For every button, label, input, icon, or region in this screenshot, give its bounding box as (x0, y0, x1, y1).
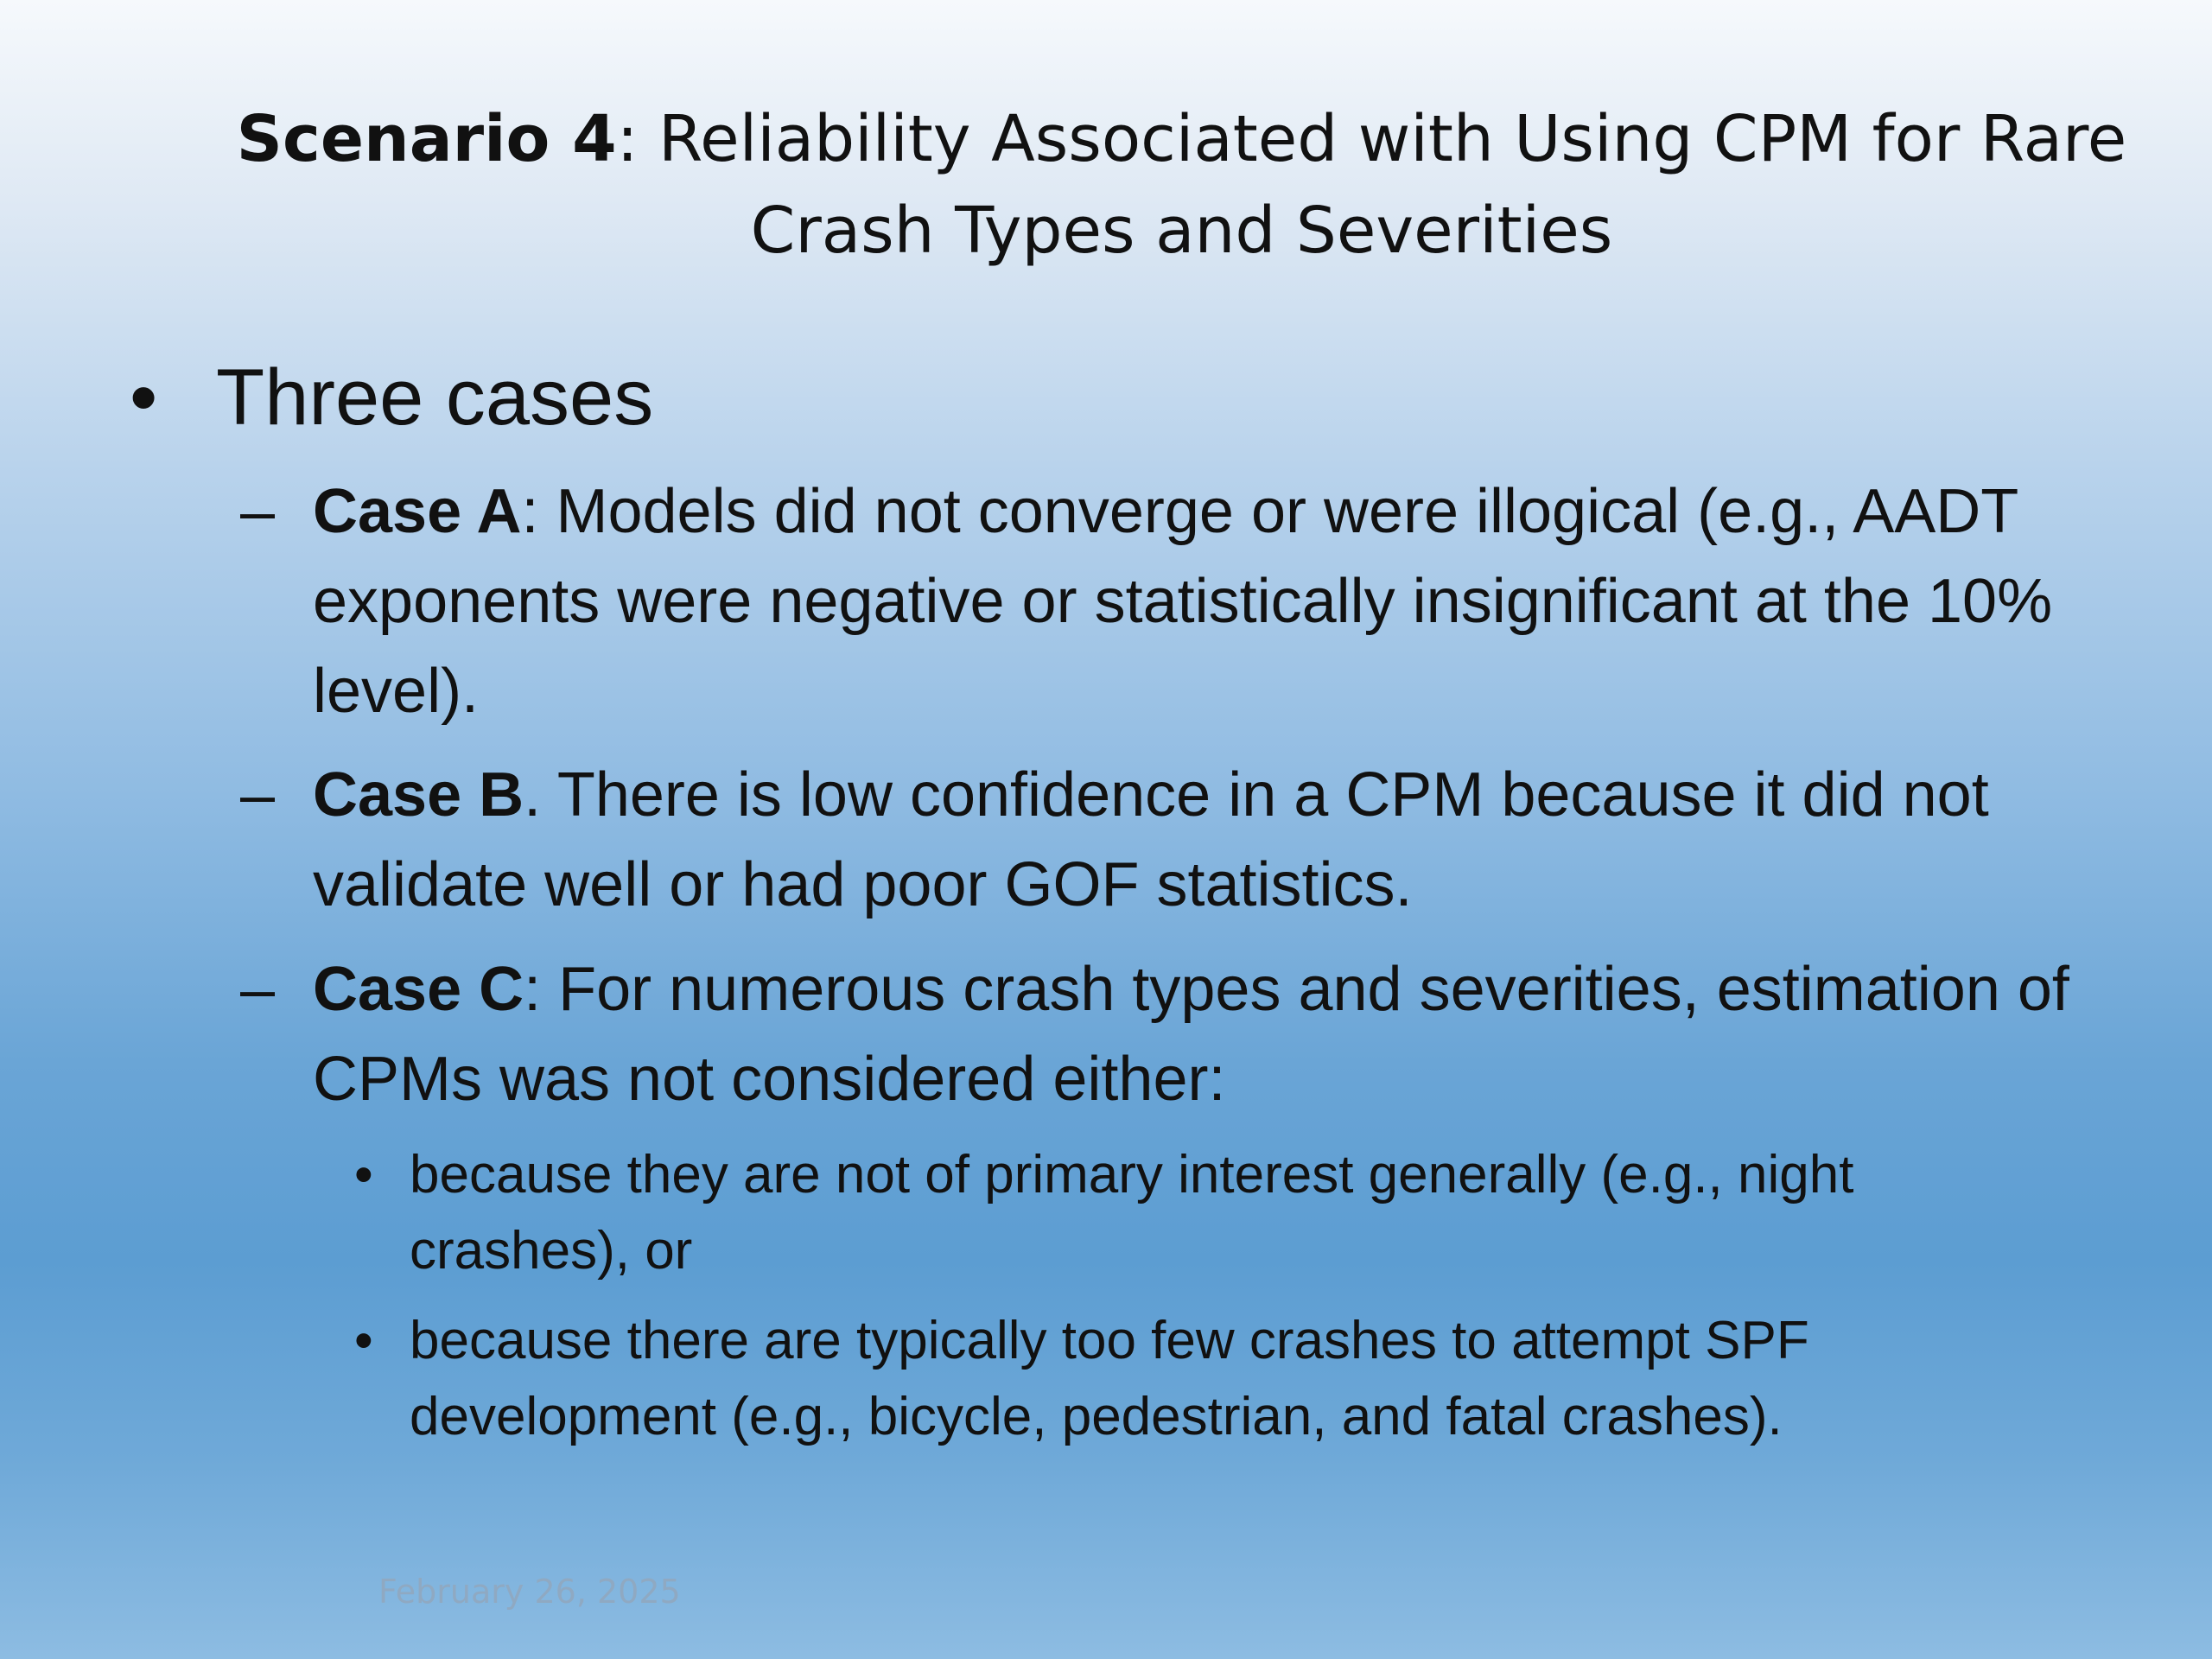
case-b-description: . There is low confidence in a CPM because it did not validate well or had poor GOF statistics. (313, 760, 1989, 919)
bullet-dot-icon: • (130, 353, 158, 442)
bullet-text: Three cases (216, 353, 654, 442)
case-c-description: : For numerous crash types and severities, estimation of CPMs was not considered either: (313, 955, 2069, 1114)
case-a-label: Case A (313, 477, 522, 546)
case-b-item (240, 750, 2089, 930)
dash-icon: – (240, 955, 276, 1024)
case-c-item (240, 944, 2089, 1124)
case-c-label: Case C (313, 955, 524, 1024)
case-c-sub-text: because there are typically too few crashes to attempt SPF development (e.g., bicycle, pedestrian, and fatal crashes). (410, 1311, 1809, 1446)
case-c-sub-item (354, 1303, 2082, 1455)
case-a-item (240, 467, 2089, 736)
slide-title-rest: : Reliability Associated with Using CPM for Rare Crash Types and Severities (616, 102, 2127, 268)
case-b-text (313, 750, 2089, 930)
dash-icon: – (240, 760, 276, 830)
slide-title-bold: Scenario 4 (236, 102, 617, 176)
case-a-description: : Models did not converge or were illogical (e.g., AADT exponents were negative or statistically insignificant at the 10% level). (313, 477, 2053, 726)
sub-bullet-dot-icon: • (354, 1311, 373, 1370)
footer-date: February 26, 2025 (378, 1573, 681, 1611)
case-c-text (313, 944, 2089, 1124)
sub-bullet-dot-icon: • (354, 1145, 373, 1205)
case-c-sub-item (354, 1137, 2082, 1289)
dash-icon: – (240, 477, 276, 546)
case-b-label: Case B (313, 760, 524, 830)
case-c-sub-text: because they are not of primary interest generally (e.g., night crashes), or (410, 1145, 1854, 1281)
case-a-text (313, 467, 2089, 736)
